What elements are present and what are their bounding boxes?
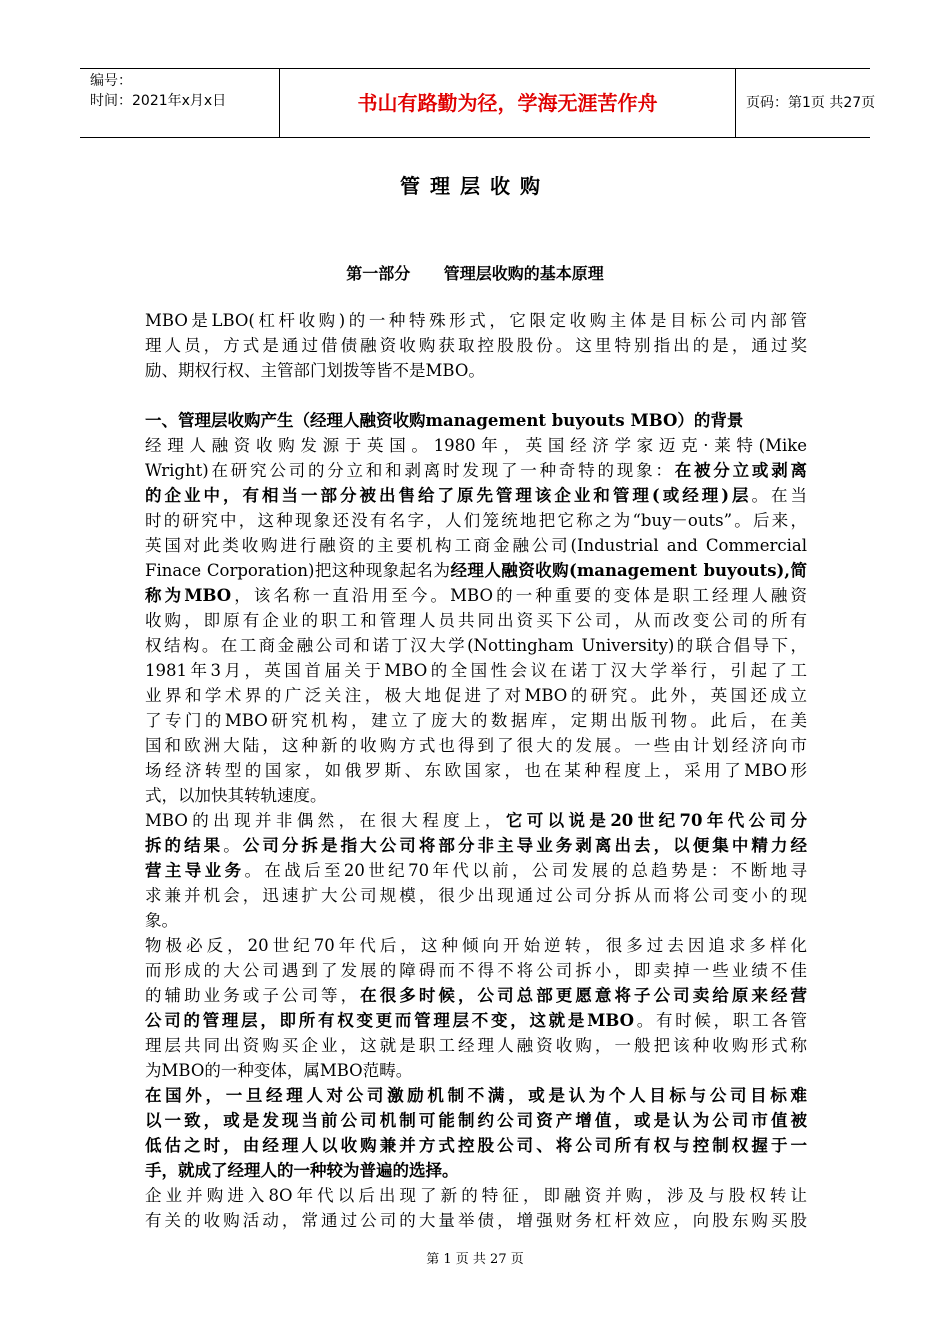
- text-run: 而形成的大公司遇到了发展的障碍而不得不将公司拆小，即卖掉一些业绩不佳: [145, 961, 807, 980]
- text-line: [145, 708, 807, 733]
- text-run: 权结构。在工商金融公司和诺丁汉大学(Nottingham University)的联合倡导下，: [145, 636, 807, 655]
- header-motto: 书山有路勤为径，学海无涯苦作舟: [280, 69, 736, 137]
- text-run: 英国对此类收购进行融资的主要机构工商金融公司(Industrial and Commercial: [145, 536, 807, 555]
- document-time: 时间：2021年x月x日: [90, 93, 227, 109]
- text-line: [145, 583, 807, 608]
- text-line: [145, 858, 807, 883]
- text-run: 为MBO的一种变体，属MBO范畴。: [145, 1061, 413, 1080]
- bold-text: 经理人融资收购(management buyouts),简: [450, 561, 807, 580]
- text-run: 象。: [145, 911, 178, 930]
- text-run: 的辅助业务或子公司等，: [145, 986, 361, 1005]
- text-run: MBO是LBO(杠杆收购)的一种特殊形式，它限定收购主体是目标公司内部管: [145, 311, 807, 330]
- text-line: [145, 1183, 807, 1208]
- text-run: 理层共同出资购买企业，这就是职工经理人融资收购，一般把该种收购形式称: [145, 1036, 807, 1055]
- text-run: 场经济转型的国家，如俄罗斯、东欧国家，也在某种程度上，采用了MBO形: [145, 761, 807, 780]
- bold-text: 的企业中，有相当一部分被出售给了原先管理该企业和管理(或经理)层: [145, 486, 752, 505]
- text-line: [145, 833, 807, 858]
- text-run: 。在战后至20世纪70年代以前，公司发展的总趋势是：不断地寻: [244, 861, 807, 880]
- text-line: [145, 458, 807, 483]
- text-line: [145, 783, 807, 808]
- text-line: [145, 1158, 807, 1183]
- bold-text: 手，就成了经理人的一种较为普遍的选择。: [145, 1161, 459, 1180]
- bold-text: 以一致，或是发现当前公司机制可能制约公司资产增值，或是认为公司市值被: [145, 1111, 807, 1130]
- text-run: 理人员，方式是通过借债融资收购获取控股股份。这里特别指出的是，通过奖: [145, 336, 807, 355]
- text-line: [145, 733, 807, 758]
- text-line: [145, 433, 807, 458]
- text-line: [145, 1058, 807, 1083]
- text-run: 。在当: [751, 486, 807, 505]
- text-line: [145, 1208, 807, 1233]
- text-run: 。有时候，职工各管: [634, 1011, 807, 1030]
- page-header: [80, 68, 876, 138]
- text-line: [145, 808, 807, 833]
- text-line: [145, 1133, 807, 1158]
- bold-text: 在国外，一旦经理人对公司激励机制不满，或是认为个人目标与公司目标难: [145, 1086, 807, 1105]
- text-run: 国和欧洲大陆，这种新的收购方式也得到了很大的发展。一些由计划经济向市: [145, 736, 807, 755]
- part-heading: 第一部分 管理层收购的基本原理: [346, 264, 604, 283]
- text-run: 式，以加快其转轨速度。: [145, 786, 327, 805]
- text-line: [145, 1083, 807, 1108]
- text-run: 物极必反，20世纪70年代后，这种倾向开始逆转，很多过去因追求多样化: [145, 936, 807, 955]
- text-run: 企业并购进入8O年代以后出现了新的特征，即融资并购，涉及与股权转让: [145, 1186, 807, 1205]
- text-line: [145, 358, 807, 383]
- header-page-info: 页码：第1页 共27页: [746, 95, 876, 111]
- bold-text: 公司的管理层，即所有权变更而管理层不变，这就是MBO: [145, 1011, 634, 1030]
- text-line: [145, 983, 807, 1008]
- text-run: 了专门的MBO研究机构，建立了庞大的数据库，定期出版刊物。此后，在美: [145, 711, 807, 730]
- text-line: [145, 408, 807, 433]
- header-meta: [80, 69, 280, 137]
- bold-text: 公司分拆是指大公司将部分非主导业务剥离出去，以便集中精力经: [242, 836, 807, 855]
- text-line: [145, 933, 807, 958]
- text-line: [145, 908, 807, 933]
- text-run: MBO的出现并非偶然，在很大程度上，: [145, 811, 506, 830]
- text-line: [145, 333, 807, 358]
- text-run: 励、期权行权、主管部门划拨等皆不是MBO。: [145, 361, 485, 380]
- text-run: ，该名称一直沿用至今。MBO的一种重要的变体是职工经理人融资: [231, 586, 807, 605]
- text-run: 求兼并机会，迅速扩大公司规模，很少出现通过公司分拆从而将公司变小的现: [145, 886, 807, 905]
- bold-text: 一、管理层收购产生（经理人融资收购management buyouts MBO）的背景: [145, 411, 744, 430]
- text-line: [145, 658, 807, 683]
- text-line: [145, 1033, 807, 1058]
- text-run: 业界和学术界的广泛关注，极大地促进了对MBO的研究。此外，英国还成立: [145, 686, 807, 705]
- text-line: [145, 533, 807, 558]
- text-run: 时的研究中，这种现象还没有名字，人们笼统地把它称之为“buy－outs”。后来，: [145, 511, 807, 530]
- text-line: [145, 1108, 807, 1133]
- text-line: [145, 633, 807, 658]
- bold-text: 在很多时候，公司总部更愿意将子公司卖给原来经营: [360, 986, 807, 1005]
- text-run: 经理人融资收购发源于英国。1980年，英国经济学家迈克·莱特(Mike: [145, 436, 807, 455]
- text-line: [145, 483, 807, 508]
- bold-text: 它可以说是20世纪70年代公司分: [505, 811, 807, 830]
- text-line: [145, 1008, 807, 1033]
- text-run: 有关的收购活动，常通过公司的大量举债，增强财务杠杆效应，向股东购买股: [145, 1211, 807, 1230]
- text-line: [145, 883, 807, 908]
- text-run: Finace Corporation)把这种现象起名为: [145, 561, 451, 580]
- text-line: [145, 958, 807, 983]
- text-line: [145, 508, 807, 533]
- bold-text: 在被分立或剥离: [674, 461, 807, 480]
- bold-text: 低估之时，由经理人以收购兼并方式控股公司、将公司所有权与控制权握于一: [145, 1136, 807, 1155]
- text-line: [145, 608, 807, 633]
- text-run: Wright)在研究公司的分立和和剥离时发现了一种奇特的现象：: [145, 461, 675, 480]
- bold-text: 营主导业务: [145, 861, 245, 880]
- document-title: 管理层收购: [400, 174, 550, 198]
- text-run: 1981年3月，英国首届关于MBO的全国性会议在诺丁汉大学举行，引起了工: [145, 661, 807, 680]
- bold-text: 拆的结果: [145, 836, 224, 855]
- document-number: 编号：: [90, 73, 132, 89]
- text-run: 。: [223, 836, 243, 855]
- text-line: [145, 758, 807, 783]
- text-line: [145, 558, 807, 583]
- text-line: [145, 683, 807, 708]
- page-footer: 第 1 页 共 27 页: [426, 1252, 524, 1267]
- bold-text: 称为MBO: [145, 586, 232, 605]
- text-run: 收购，即原有企业的职工和管理人员共同出资买下公司，从而改变公司的所有: [145, 611, 807, 630]
- text-line: [145, 308, 807, 333]
